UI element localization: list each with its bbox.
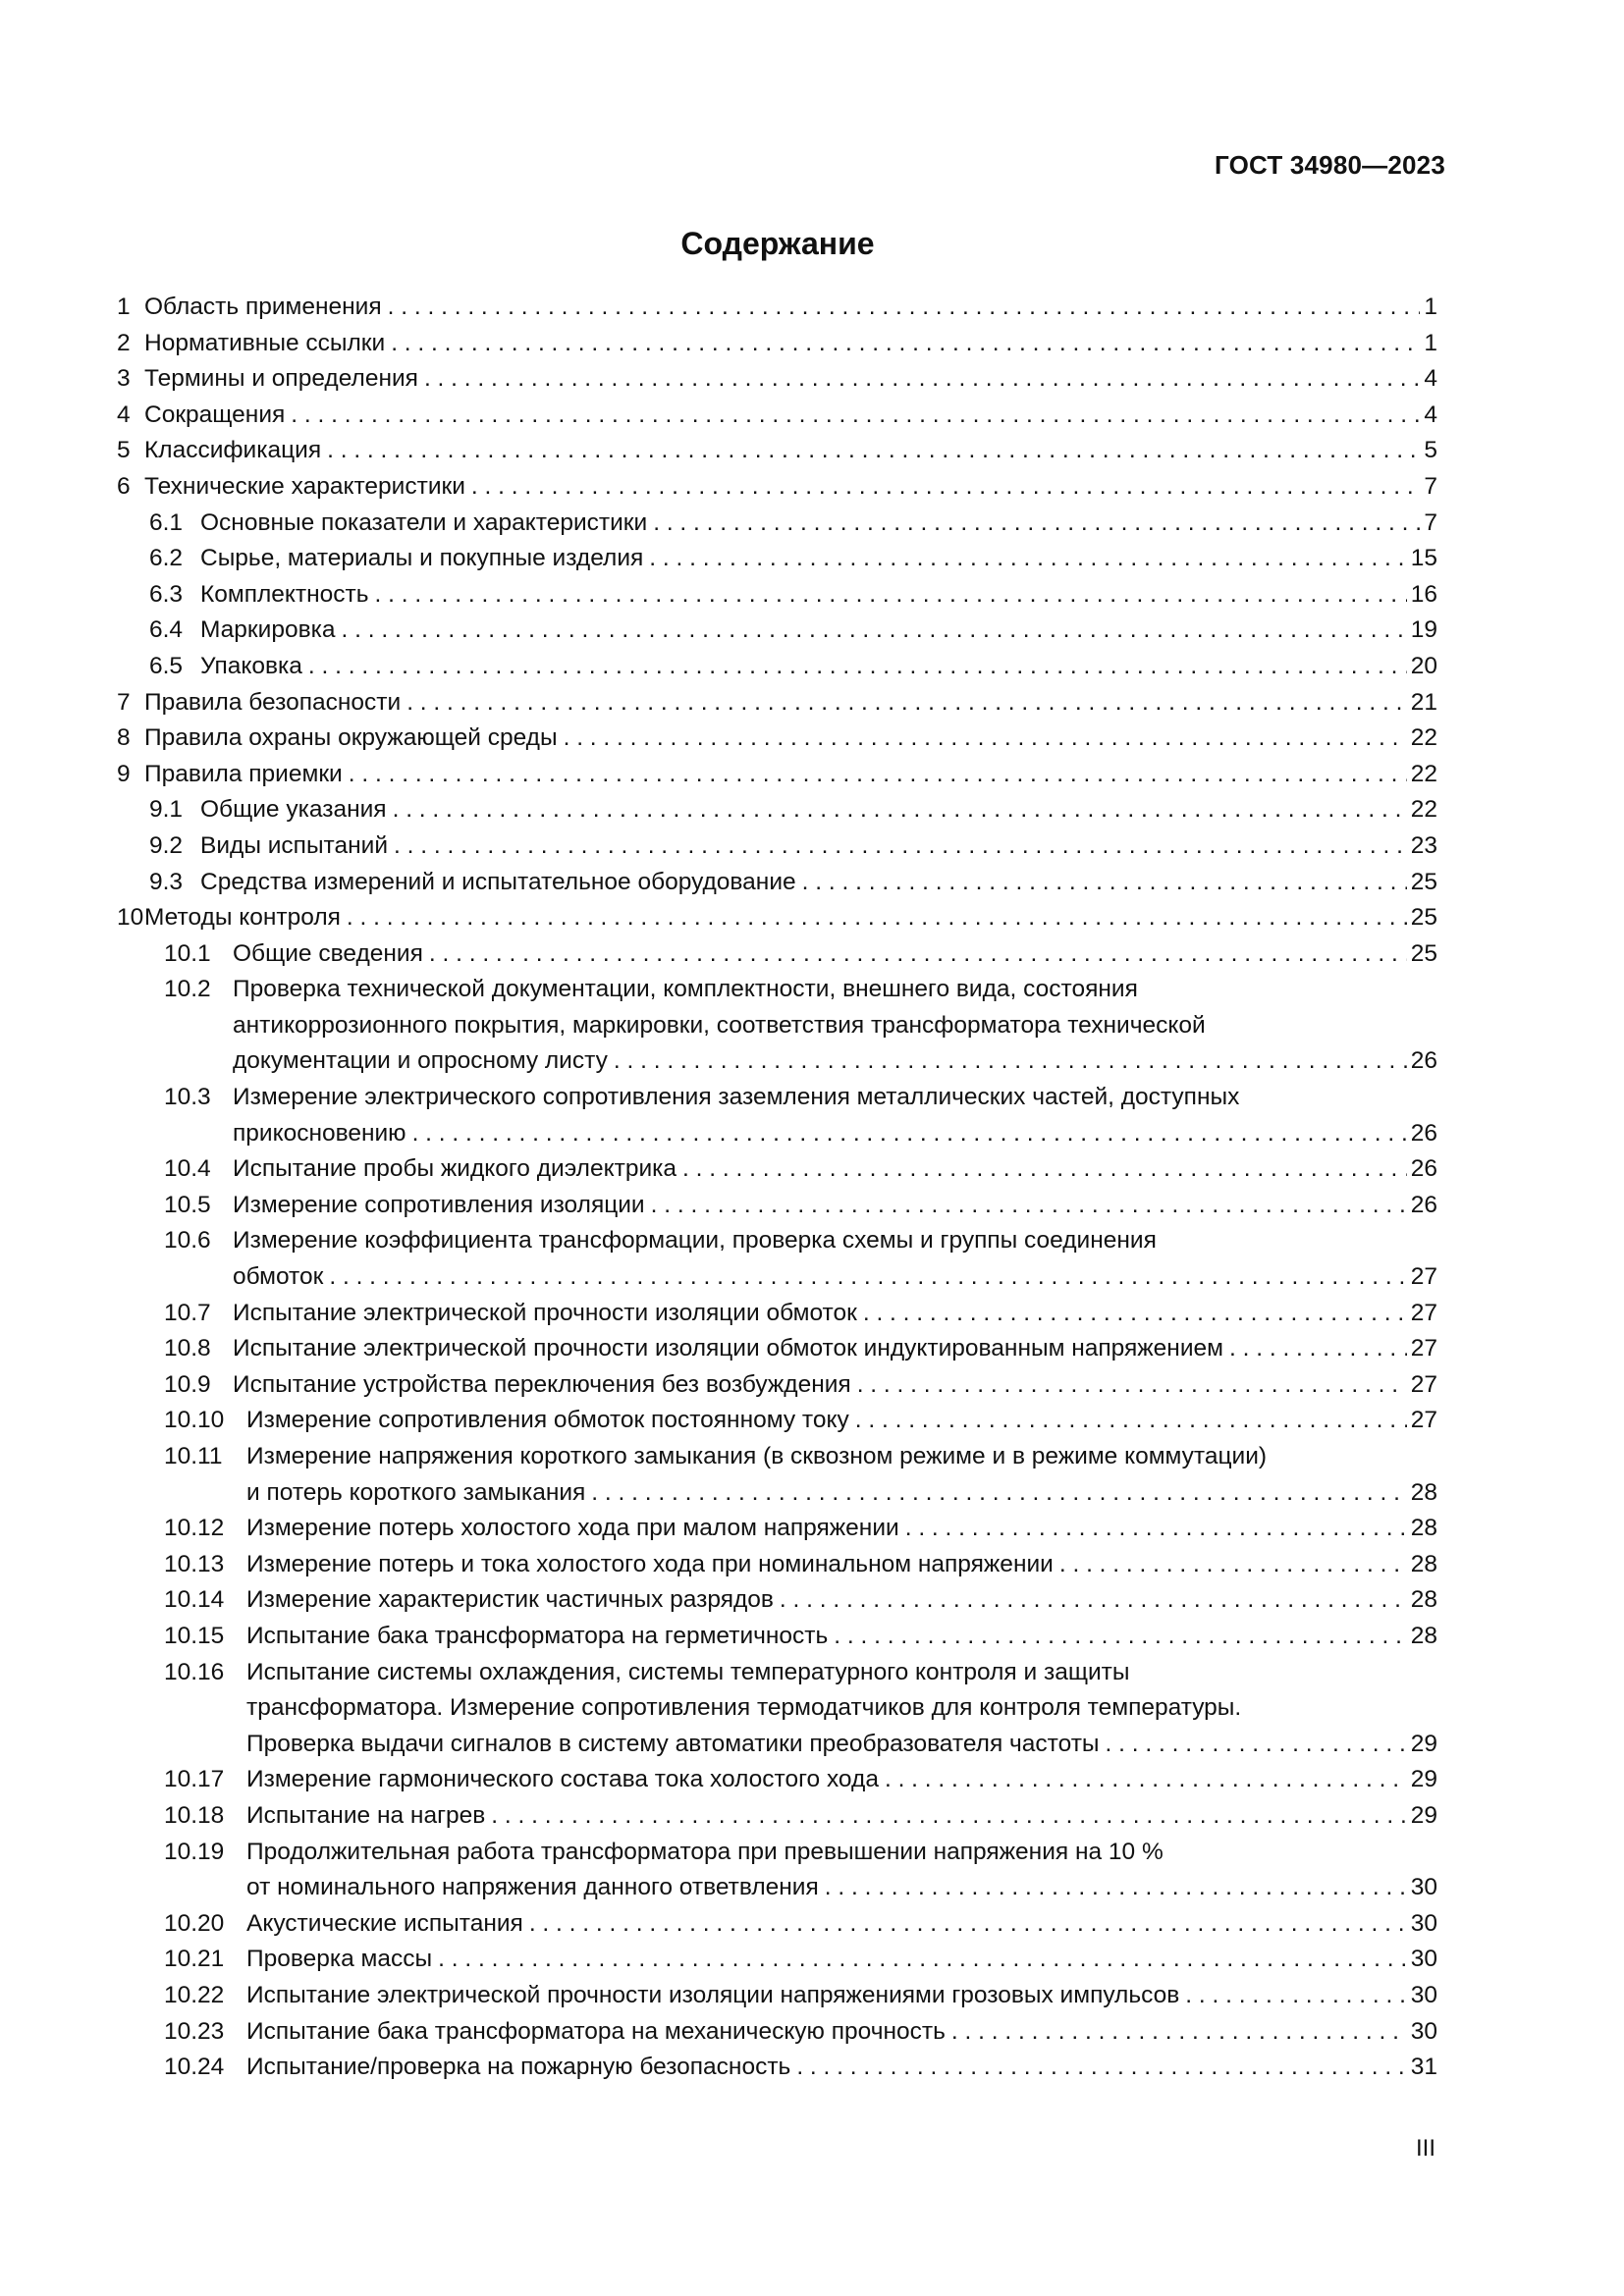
toc-leader-dots <box>394 828 1407 865</box>
toc-entry-number: 10.15 <box>164 1622 225 1649</box>
toc-entry-page: 4 <box>1424 365 1437 393</box>
toc-entry[interactable] <box>117 433 1437 469</box>
toc-entry-number: 10.18 <box>164 1801 225 1829</box>
toc-entry-page: 23 <box>1410 831 1437 859</box>
document-code: ГОСТ 34980—2023 <box>1215 150 1445 180</box>
toc-entry-page: 28 <box>1410 1586 1437 1614</box>
toc-entry-page: 16 <box>1410 580 1437 608</box>
toc-entry-number: 2 <box>117 329 131 356</box>
toc-entry[interactable] <box>117 1439 1437 1475</box>
toc-entry-number: 10.23 <box>164 2017 225 2045</box>
toc-entry-title: Измерение напряжения короткого замыкания (в сквозном режиме и в режиме коммутации) <box>246 1443 1268 1469</box>
toc-entry-page: 15 <box>1410 545 1437 572</box>
toc-entry[interactable] <box>117 1008 1437 1044</box>
toc-entry-number: 10.6 <box>164 1227 211 1255</box>
toc-entry-page: 26 <box>1410 1155 1437 1183</box>
toc-entry[interactable] <box>117 1655 1437 1691</box>
toc-entry-title: обмоток <box>233 1263 324 1291</box>
toc-leader-dots <box>796 2050 1406 2086</box>
toc-entry-title: Проверка технической документации, комплектности, внешнего вида, состояния <box>233 976 1138 1003</box>
toc-entry-title: Испытание электрической прочности изоляции напряжениями грозовых импульсов <box>246 1981 1180 2008</box>
toc-entry-title: от номинального напряжения данного ответвления <box>246 1874 819 1901</box>
toc-entry[interactable] <box>117 1043 1437 1080</box>
toc-leader-dots <box>1185 1978 1406 2014</box>
toc-entry[interactable] <box>117 506 1437 542</box>
toc-entry[interactable] <box>117 398 1437 434</box>
toc-entry-number: 7 <box>117 688 131 716</box>
toc-leader-dots <box>393 792 1407 828</box>
toc-leader-dots <box>1229 1331 1407 1367</box>
toc-entry[interactable] <box>117 1259 1437 1296</box>
toc-entry-number: 10.14 <box>164 1586 225 1614</box>
toc-entry-title: Испытание системы охлаждения, системы температурного контроля и защиты <box>246 1658 1130 1685</box>
toc-entry-page: 4 <box>1424 400 1437 428</box>
toc-entry-number: 6.1 <box>149 508 184 536</box>
toc-leader-dots <box>327 433 1420 469</box>
toc-leader-dots <box>682 1151 1407 1188</box>
toc-leader-dots <box>388 290 1421 326</box>
toc-entry[interactable] <box>117 1798 1437 1835</box>
toc-entry[interactable] <box>117 1619 1437 1655</box>
toc-entry-title: Измерение гармонического состава тока холостого хода <box>246 1766 879 1793</box>
toc-leader-dots <box>308 649 1407 685</box>
toc-entry-page: 25 <box>1410 904 1437 932</box>
toc-entry-number: 10.4 <box>164 1155 211 1183</box>
toc-entry-page: 31 <box>1410 2054 1437 2081</box>
toc-leader-dots <box>885 1762 1407 1798</box>
toc-entry-number: 10.22 <box>164 1981 225 2008</box>
toc-entry[interactable] <box>117 1978 1437 2014</box>
toc-entry-number: 10.10 <box>164 1407 225 1434</box>
toc-entry-number: 9 <box>117 760 131 787</box>
toc-entry-title: Измерение коэффициента трансформации, проверка схемы и группы соединения <box>233 1227 1157 1255</box>
toc-entry-page: 20 <box>1410 652 1437 679</box>
toc-entry-page: 21 <box>1410 688 1437 716</box>
toc-entry[interactable] <box>117 1942 1437 1978</box>
toc-entry-title: Измерение сопротивления обмоток постоянному току <box>246 1407 849 1434</box>
toc-leader-dots <box>951 2014 1407 2051</box>
toc-entry-number: 10.7 <box>164 1299 211 1326</box>
toc-leader-dots <box>291 398 1420 434</box>
toc-entry[interactable] <box>117 326 1437 362</box>
toc-entry-page: 29 <box>1410 1766 1437 1793</box>
toc-entry-page: 1 <box>1424 294 1437 320</box>
toc-entry-page: 27 <box>1410 1263 1437 1291</box>
toc-entry-number: 9.1 <box>149 796 184 824</box>
toc-entry-title: Измерение потерь и тока холостого хода при номинальном напряжении <box>246 1550 1054 1577</box>
toc-entry[interactable] <box>117 828 1437 865</box>
toc-entry-title: Общие указания <box>200 796 387 824</box>
toc-entry-number: 10.24 <box>164 2054 225 2081</box>
toc-entry-title: Средства измерений и испытательное оборудование <box>200 868 796 895</box>
toc-entry-page: 19 <box>1410 616 1437 644</box>
toc-entry-title: Правила приемки <box>144 760 343 787</box>
toc-entry-page: 28 <box>1410 1478 1437 1506</box>
toc-entry-number: 10.21 <box>164 1946 225 1973</box>
toc-entry-title: Технические характеристики <box>144 472 465 500</box>
toc-entry-title: Испытание электрической прочности изоляции обмоток <box>233 1299 857 1326</box>
toc-entry-title: Испытание на нагрев <box>246 1801 486 1829</box>
toc-entry-number: 10.19 <box>164 1838 225 1865</box>
toc-entry-title: Упаковка <box>200 652 302 679</box>
toc-entry-number: 10.20 <box>164 1909 225 1937</box>
toc-entry-number: 9.2 <box>149 831 184 859</box>
toc-entry[interactable] <box>117 757 1437 793</box>
toc-entry[interactable] <box>117 1475 1437 1512</box>
toc-entry-title: Правила безопасности <box>144 688 402 716</box>
toc-entry-page: 27 <box>1410 1299 1437 1326</box>
toc-entry-page: 30 <box>1410 1981 1437 2008</box>
toc-leader-dots <box>406 685 1407 721</box>
toc-entry-title: Измерение электрического сопротивления заземления металлических частей, доступных <box>233 1084 1240 1111</box>
toc-entry[interactable] <box>117 469 1437 506</box>
toc-entry[interactable] <box>117 577 1437 614</box>
toc-entry[interactable] <box>117 1296 1437 1332</box>
toc-entry-number: 10.11 <box>164 1443 223 1469</box>
table-of-contents <box>117 290 1437 2086</box>
toc-entry-number: 10.12 <box>164 1515 225 1542</box>
toc-leader-dots <box>651 1188 1407 1224</box>
toc-entry-title: прикосновению <box>233 1119 406 1147</box>
toc-entry-title: Акустические испытания <box>246 1909 523 1937</box>
toc-entry-page: 28 <box>1410 1550 1437 1577</box>
toc-entry-number: 8 <box>117 724 131 752</box>
toc-entry[interactable] <box>117 936 1437 973</box>
toc-entry-title: Продолжительная работа трансформатора при превышении напряжения на 10 % <box>246 1838 1164 1865</box>
toc-entry-title: Нормативные ссылки <box>144 329 386 356</box>
toc-leader-dots <box>857 1367 1407 1404</box>
toc-entry[interactable] <box>117 613 1437 649</box>
toc-entry[interactable] <box>117 1762 1437 1798</box>
toc-entry[interactable] <box>117 1116 1437 1152</box>
toc-leader-dots <box>564 721 1407 757</box>
toc-entry-title: Методы контроля <box>144 904 341 932</box>
toc-entry-title: Испытание бака трансформатора на механическую прочность <box>246 2017 946 2045</box>
toc-entry-page: 5 <box>1424 437 1437 464</box>
toc-leader-dots <box>529 1906 1407 1943</box>
toc-leader-dots <box>471 469 1420 506</box>
toc-entry-number: 6.3 <box>149 580 184 608</box>
toc-leader-dots <box>780 1582 1407 1619</box>
toc-entry-page: 30 <box>1410 1874 1437 1901</box>
toc-entry[interactable] <box>117 685 1437 721</box>
toc-entry-title: Область применения <box>144 294 382 320</box>
toc-entry[interactable] <box>117 1403 1437 1439</box>
toc-entry[interactable] <box>117 900 1437 936</box>
toc-entry[interactable] <box>117 972 1437 1008</box>
toc-entry[interactable] <box>117 1547 1437 1583</box>
toc-entry[interactable] <box>117 1906 1437 1943</box>
toc-entry-page: 26 <box>1410 1191 1437 1218</box>
toc-entry-page: 28 <box>1410 1515 1437 1542</box>
toc-entry-number: 6 <box>117 472 131 500</box>
toc-entry-title: Сырье, материалы и покупные изделия <box>200 545 644 572</box>
toc-leader-dots <box>834 1619 1406 1655</box>
toc-entry-page: 30 <box>1410 1909 1437 1937</box>
toc-entry-number: 9.3 <box>149 868 184 895</box>
page-number: III <box>1415 2135 1435 2162</box>
toc-leader-dots <box>375 577 1407 614</box>
toc-entry-title: Измерение характеристик частичных разрядов <box>246 1586 774 1614</box>
toc-leader-dots <box>653 506 1420 542</box>
toc-entry-number: 5 <box>117 437 131 464</box>
toc-entry[interactable] <box>117 1151 1437 1188</box>
toc-entry[interactable] <box>117 1080 1437 1116</box>
toc-title: Содержание <box>680 226 875 261</box>
toc-entry-page: 22 <box>1410 724 1437 752</box>
toc-entry-title: Общие сведения <box>233 939 423 967</box>
toc-leader-dots <box>347 900 1407 936</box>
toc-entry-number: 10 <box>117 904 144 932</box>
toc-entry-page: 26 <box>1410 1047 1437 1075</box>
toc-entry-title: Проверка массы <box>246 1946 433 1973</box>
toc-entry[interactable] <box>117 649 1437 685</box>
toc-entry-title: Классификация <box>144 437 322 464</box>
toc-leader-dots <box>614 1043 1407 1080</box>
toc-leader-dots <box>429 936 1407 973</box>
toc-leader-dots <box>491 1798 1406 1835</box>
toc-entry[interactable] <box>117 2014 1437 2051</box>
toc-entry-title: Измерение сопротивления изоляции <box>233 1191 645 1218</box>
toc-entry[interactable] <box>117 1690 1437 1727</box>
toc-entry-title: антикоррозионного покрытия, маркировки, соответствия трансформатора технической <box>233 1011 1206 1039</box>
toc-leader-dots <box>855 1403 1407 1439</box>
toc-entry-page: 7 <box>1424 508 1437 536</box>
toc-entry-page: 27 <box>1410 1370 1437 1398</box>
toc-entry-title: Испытание электрической прочности изоляции обмоток индуктированным напряжением <box>233 1335 1223 1362</box>
toc-entry-number: 10.2 <box>164 976 211 1003</box>
toc-entry-title: Испытание/проверка на пожарную безопасность <box>246 2054 791 2081</box>
toc-entry-title: трансформатора. Измерение сопротивления термодатчиков для контроля температуры. <box>246 1694 1242 1722</box>
toc-entry-page: 30 <box>1410 2017 1437 2045</box>
toc-entry-number: 10.8 <box>164 1335 211 1362</box>
toc-entry-page: 22 <box>1410 760 1437 787</box>
toc-entry[interactable] <box>117 1582 1437 1619</box>
toc-entry[interactable] <box>117 1223 1437 1259</box>
toc-entry-page: 30 <box>1410 1946 1437 1973</box>
toc-entry-number: 4 <box>117 400 131 428</box>
toc-leader-dots <box>825 1870 1407 1906</box>
toc-entry-title: Сокращения <box>144 400 286 428</box>
toc-entry-number: 6.5 <box>149 652 184 679</box>
toc-leader-dots <box>1059 1547 1407 1583</box>
toc-entry[interactable] <box>117 361 1437 398</box>
toc-entry-title: Виды испытаний <box>200 831 389 859</box>
toc-entry[interactable] <box>117 290 1437 326</box>
toc-leader-dots <box>412 1116 1407 1152</box>
toc-entry-number: 6.4 <box>149 616 184 644</box>
toc-entry-page: 26 <box>1410 1119 1437 1147</box>
toc-leader-dots <box>329 1259 1406 1296</box>
toc-entry-page: 29 <box>1410 1730 1437 1757</box>
toc-leader-dots <box>905 1511 1407 1547</box>
toc-leader-dots <box>802 865 1407 901</box>
toc-entry-number: 10.17 <box>164 1766 225 1793</box>
toc-leader-dots <box>649 541 1406 577</box>
toc-entry[interactable] <box>117 792 1437 828</box>
toc-entry[interactable] <box>117 865 1437 901</box>
toc-entry-number: 10.5 <box>164 1191 211 1218</box>
toc-entry[interactable] <box>117 2050 1437 2086</box>
toc-entry-number: 10.1 <box>164 939 211 967</box>
toc-leader-dots <box>863 1296 1407 1332</box>
toc-entry-title: Испытание устройства переключения без возбуждения <box>233 1370 851 1398</box>
toc-leader-dots <box>342 613 1407 649</box>
toc-entry-number: 6.2 <box>149 545 184 572</box>
toc-entry-number: 10.9 <box>164 1370 211 1398</box>
toc-leader-dots <box>391 326 1420 362</box>
toc-entry-title: Термины и определения <box>144 365 418 393</box>
toc-leader-dots <box>424 361 1420 398</box>
toc-entry-title: Маркировка <box>200 616 336 644</box>
toc-entry[interactable] <box>117 1870 1437 1906</box>
toc-leader-dots <box>591 1475 1406 1512</box>
toc-entry-title: и потерь короткого замыкания <box>246 1478 586 1506</box>
toc-leader-dots <box>349 757 1407 793</box>
toc-entry-title: Измерение потерь холостого хода при малом напряжении <box>246 1515 899 1542</box>
toc-entry-title: Проверка выдачи сигналов в систему автоматики преобразователя частоты <box>246 1730 1100 1757</box>
toc-entry[interactable] <box>117 541 1437 577</box>
toc-entry-number: 10.3 <box>164 1084 211 1111</box>
toc-entry-page: 25 <box>1410 868 1437 895</box>
toc-entry[interactable] <box>117 721 1437 757</box>
toc-entry-title: Испытание пробы жидкого диэлектрика <box>233 1155 677 1183</box>
toc-entry-number: 1 <box>117 294 131 320</box>
toc-entry[interactable] <box>117 1188 1437 1224</box>
toc-entry-title: Правила охраны окружающей среды <box>144 724 558 752</box>
toc-entry-number: 10.13 <box>164 1550 225 1577</box>
toc-entry[interactable] <box>117 1511 1437 1547</box>
toc-entry-page: 29 <box>1410 1801 1437 1829</box>
toc-entry[interactable] <box>117 1331 1437 1367</box>
toc-entry-number: 3 <box>117 365 131 393</box>
toc-entry-page: 22 <box>1410 796 1437 824</box>
toc-entry-title: Испытание бака трансформатора на герметичность <box>246 1622 829 1649</box>
toc-entry-page: 27 <box>1410 1335 1437 1362</box>
toc-entry-page: 1 <box>1424 329 1437 356</box>
toc-entry-page: 27 <box>1410 1407 1437 1434</box>
toc-entry-title: документации и опросному листу <box>233 1047 608 1075</box>
toc-entry[interactable] <box>117 1835 1437 1871</box>
toc-entry-page: 28 <box>1410 1622 1437 1649</box>
toc-entry-number: 10.16 <box>164 1658 225 1685</box>
toc-entry-page: 25 <box>1410 939 1437 967</box>
toc-entry[interactable] <box>117 1727 1437 1763</box>
toc-leader-dots <box>1106 1727 1407 1763</box>
toc-entry-page: 7 <box>1424 472 1437 500</box>
toc-entry-title: Основные показатели и характеристики <box>200 508 648 536</box>
toc-entry[interactable] <box>117 1367 1437 1404</box>
toc-entry-title: Комплектность <box>200 580 369 608</box>
toc-leader-dots <box>438 1942 1407 1978</box>
